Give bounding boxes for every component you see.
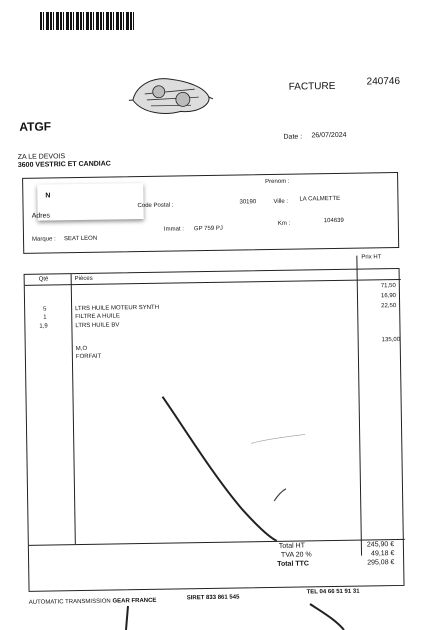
row-price: 16,90: [380, 293, 397, 300]
immat-label: Immat :: [163, 226, 184, 233]
total-ht-label: Total HT: [278, 542, 306, 550]
footer-tel: TEL 04 66 51 91 31: [306, 588, 360, 596]
labor-price: 135,00: [381, 336, 401, 344]
labor-label: M,O: [75, 345, 88, 353]
ville-value: LA CALMETTE: [299, 195, 341, 203]
invoice-sheet: [14, 40, 413, 606]
row-qty: 1: [43, 314, 47, 321]
ville-label: Ville :: [273, 198, 289, 205]
row-qty: 5: [43, 306, 47, 313]
tva-value: 49,18 €: [370, 550, 395, 558]
company-address-2: 3600 VESTRIC ET CANDIAC: [17, 160, 111, 169]
client-box: [22, 172, 399, 254]
company-address-1: ZA LE DEVOIS: [17, 153, 66, 161]
footer-company-prefix: AUTOMATIC TRANSMISSION: [28, 598, 111, 606]
redacted-name-patch: [37, 183, 144, 221]
row-price: 71,50: [380, 283, 396, 290]
labor-type: FORFAIT: [75, 353, 102, 361]
total-ttc-value: 295,08 €: [367, 559, 395, 567]
transmission-logo-image: [124, 69, 215, 120]
row-desc: LTRS HUILE BV: [75, 322, 120, 330]
items-table: [24, 268, 405, 592]
row-desc: LTRS HUILE MOTEUR SYNTH: [75, 304, 160, 313]
tva-label: TVA 20 %: [280, 551, 312, 559]
marque-value: SEAT LEON: [63, 235, 98, 243]
postal-value: 30190: [239, 199, 257, 206]
client-address-label: Adres: [31, 212, 51, 220]
qty-header: Qté: [38, 276, 49, 283]
prenom-label: Prenom :: [265, 178, 290, 186]
barcode-sticker: [40, 12, 134, 30]
client-name-prefix: N: [45, 192, 51, 200]
marque-label: Marque :: [31, 236, 56, 243]
invoice-number: 240746: [366, 75, 401, 88]
company-name: ATGF: [19, 119, 52, 134]
km-label: Km :: [277, 220, 291, 227]
km-value: 104639: [323, 217, 344, 225]
price-column-header: Prix HT: [361, 254, 382, 261]
invoice-date: 26/07/2024: [311, 131, 347, 140]
footer-company-bold: GEAR FRANCE: [112, 597, 157, 605]
postal-label: Code Postal :: [137, 202, 174, 210]
total-ttc-label: Total TTC: [277, 560, 309, 568]
row-qty: 1,9: [39, 323, 48, 330]
row-desc: FILTRE A HUILE: [75, 313, 120, 321]
total-ht-value: 245,90 €: [366, 541, 395, 549]
price-column-divider: [356, 256, 362, 556]
row-price: 22,50: [381, 303, 397, 310]
invoice-title: FACTURE: [288, 80, 336, 93]
immat-value: GP 759 PJ: [193, 225, 223, 233]
handwritten-pen-stroke: [156, 390, 318, 542]
footer-siret: SIRET 833 861 545: [186, 594, 240, 602]
pieces-header: Pièces: [74, 275, 93, 283]
date-label: Date :: [283, 133, 303, 141]
